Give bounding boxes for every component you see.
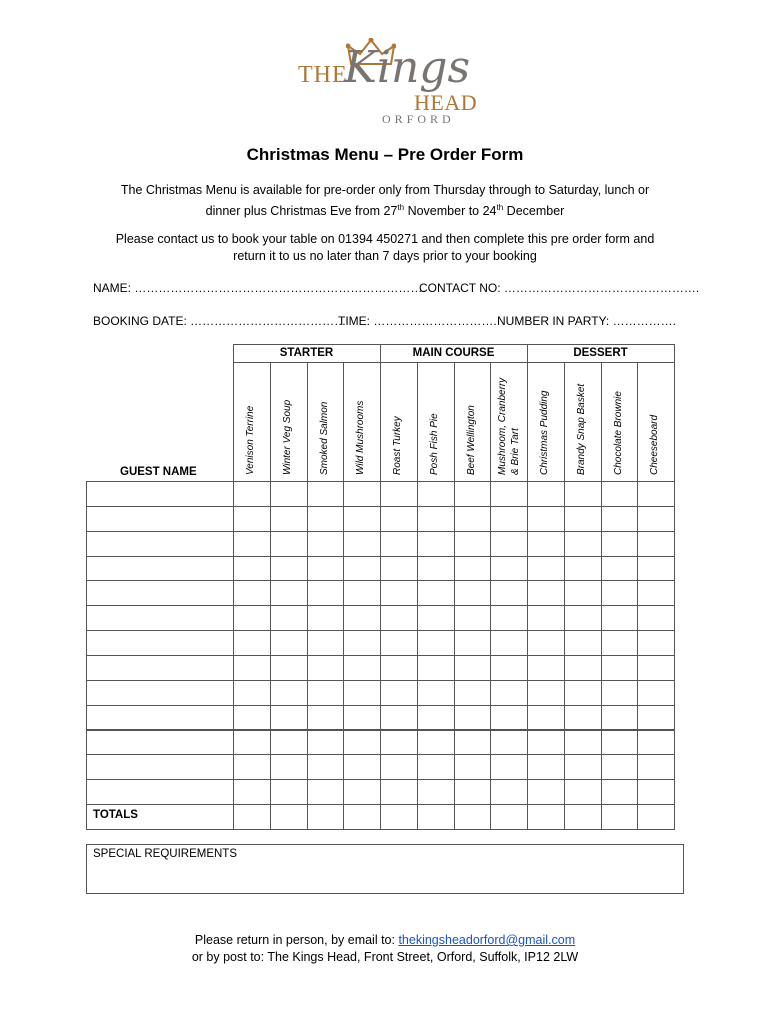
order-cell[interactable] [527,754,565,780]
order-cell[interactable] [527,630,565,656]
order-cell[interactable] [527,680,565,706]
order-cell[interactable] [343,481,381,507]
order-cell[interactable] [637,531,675,557]
order-cell[interactable] [307,605,345,631]
name-field[interactable]: NAME: ………………………………………………………………. [93,281,426,295]
order-cell[interactable] [380,630,418,656]
order-cell[interactable] [343,680,381,706]
order-cell[interactable] [343,580,381,606]
order-cell[interactable] [454,705,492,731]
order-cell[interactable] [417,804,455,830]
order-cell[interactable] [601,680,639,706]
order-cell[interactable] [564,531,602,557]
email-link[interactable]: thekingsheadorford@gmail.com [398,933,576,947]
guest-name-header: GUEST NAME [120,466,197,478]
order-cell[interactable] [454,506,492,532]
order-cell[interactable] [307,506,345,532]
order-cell[interactable] [637,630,675,656]
order-cell[interactable] [417,630,455,656]
order-cell[interactable] [527,506,565,532]
order-cell[interactable] [307,680,345,706]
guest-name-cell[interactable] [86,705,234,731]
order-cell[interactable] [233,506,271,532]
order-cell[interactable] [527,605,565,631]
item-label: Cheeseboard [649,414,661,475]
order-cell[interactable] [527,655,565,681]
order-cell[interactable] [343,754,381,780]
guest-name-cell[interactable] [86,754,234,780]
item-label: Brandy Snap Basket [575,383,587,475]
order-cell[interactable] [454,655,492,681]
order-cell[interactable] [417,580,455,606]
time-field[interactable]: TIME: …………………………. [338,314,497,328]
order-cell[interactable] [454,730,492,756]
order-cell[interactable] [417,730,455,756]
item-label-line-2: & Brie Tart [510,428,522,475]
order-cell[interactable] [601,556,639,582]
order-cell[interactable] [637,804,675,830]
order-cell[interactable] [307,655,345,681]
logo [296,40,476,128]
intro-paragraph [90,182,680,220]
intro-line-2: dinner plus Christmas Eve from 27th November to 24th December [205,203,565,219]
order-cell[interactable] [380,680,418,706]
order-cell[interactable] [417,556,455,582]
item-label: Christmas Pudding [539,390,550,475]
order-cell[interactable] [601,754,639,780]
order-cell[interactable] [307,754,345,780]
order-cell[interactable] [417,605,455,631]
group-label-main-course: MAIN COURSE [412,347,495,359]
order-cell[interactable] [527,531,565,557]
order-cell[interactable] [601,705,639,731]
order-cell[interactable] [343,655,381,681]
order-cell[interactable] [637,481,675,507]
order-cell[interactable] [380,705,418,731]
guest-name-cell[interactable] [86,779,234,805]
order-cell[interactable] [343,531,381,557]
special-requirements-box[interactable] [86,844,684,894]
order-cell[interactable] [343,630,381,656]
order-cell[interactable] [307,556,345,582]
order-cell[interactable] [233,754,271,780]
contact-field[interactable]: CONTACT NO: …………………………………………. [419,281,700,295]
order-cell[interactable] [490,481,528,507]
order-cell[interactable] [601,531,639,557]
order-cell[interactable] [233,605,271,631]
order-cell[interactable] [454,481,492,507]
guest-name-cell[interactable] [86,506,234,532]
order-cell[interactable] [564,804,602,830]
order-cell[interactable] [490,506,528,532]
order-cell[interactable] [637,655,675,681]
order-cell[interactable] [417,754,455,780]
order-cell[interactable] [270,605,308,631]
order-cell[interactable] [564,630,602,656]
order-cell[interactable] [490,531,528,557]
order-cell[interactable] [380,804,418,830]
guest-name-cell[interactable] [86,605,234,631]
order-cell[interactable] [490,730,528,756]
order-cell[interactable] [637,556,675,582]
item-label: Chocolate Brownie [612,391,624,475]
order-cell[interactable] [380,605,418,631]
order-cell[interactable] [601,730,639,756]
footer-line-1: Please return in person, by email to: thekingsheadorford@gmail.com [194,933,576,947]
guest-name-cell[interactable] [86,680,234,706]
order-cell[interactable] [343,730,381,756]
page-title: Christmas Menu – Pre Order Form [246,145,524,164]
logo-orford: ORFORD [382,112,455,126]
order-cell[interactable] [343,705,381,731]
order-cell[interactable] [490,804,528,830]
order-cell[interactable] [564,705,602,731]
order-cell[interactable] [270,655,308,681]
order-cell[interactable] [417,531,455,557]
logo-kings: Kings [344,42,471,93]
order-cell[interactable] [380,730,418,756]
guest-name-cell[interactable] [86,730,234,756]
order-cell[interactable] [490,680,528,706]
order-cell[interactable] [233,556,271,582]
order-cell[interactable] [564,680,602,706]
order-cell[interactable] [307,705,345,731]
order-cell[interactable] [454,531,492,557]
order-cell[interactable] [564,506,602,532]
order-cell[interactable] [417,779,455,805]
order-cell[interactable] [454,556,492,582]
order-cell[interactable] [233,804,271,830]
order-cell[interactable] [233,531,271,557]
order-cell[interactable] [307,580,345,606]
order-cell[interactable] [270,680,308,706]
order-cell[interactable] [527,481,565,507]
order-cell[interactable] [527,556,565,582]
order-cell[interactable] [637,580,675,606]
guest-name-cell[interactable] [86,655,234,681]
group-label-dessert: DESSERT [573,347,628,359]
order-cell[interactable] [490,605,528,631]
order-cell[interactable] [564,779,602,805]
order-cell[interactable] [307,779,345,805]
order-cell[interactable] [380,779,418,805]
order-cell[interactable] [233,481,271,507]
order-cell[interactable] [637,506,675,532]
item-label: Winter Veg Soup [281,399,293,475]
order-cell[interactable] [307,630,345,656]
order-cell[interactable] [417,481,455,507]
order-cell[interactable] [527,580,565,606]
order-cell[interactable] [307,531,345,557]
logo-head: HEAD [414,90,478,115]
order-cell[interactable] [564,754,602,780]
item-label: Wild Mushrooms [355,400,367,475]
order-cell[interactable] [637,680,675,706]
order-cell[interactable] [527,730,565,756]
order-cell[interactable] [343,556,381,582]
order-cell[interactable] [233,705,271,731]
guest-name-cell[interactable] [86,481,234,507]
order-cell[interactable] [564,580,602,606]
order-cell[interactable] [490,705,528,731]
order-cell[interactable] [490,556,528,582]
order-cell[interactable] [343,779,381,805]
order-cell[interactable] [601,804,639,830]
intro-line-1: The Christmas Menu is available for pre-order only from Thursday through to Saturday, lunch or [120,183,650,197]
order-cell[interactable] [417,655,455,681]
order-cell[interactable] [454,680,492,706]
order-cell[interactable] [270,804,308,830]
order-cell[interactable] [564,730,602,756]
guest-name-cell[interactable] [86,556,234,582]
order-cell[interactable] [380,655,418,681]
order-cell[interactable] [270,779,308,805]
order-cell[interactable] [380,531,418,557]
order-cell[interactable] [490,779,528,805]
order-cell[interactable] [454,580,492,606]
order-cell[interactable] [380,506,418,532]
guest-name-cell[interactable] [86,531,234,557]
order-cell[interactable] [343,804,381,830]
order-cell[interactable] [343,605,381,631]
order-cell[interactable] [270,705,308,731]
guest-name-cell[interactable] [86,630,234,656]
order-cell[interactable] [637,779,675,805]
order-cell[interactable] [454,630,492,656]
contact-line-1: Please contact us to book your table on 01394 450271 and then complete this pre order form and [115,232,655,246]
order-cell[interactable] [270,531,308,557]
order-cell[interactable] [233,630,271,656]
order-cell[interactable] [233,730,271,756]
order-cell[interactable] [564,605,602,631]
contact-paragraph [90,231,680,265]
order-cell[interactable] [233,680,271,706]
order-cell[interactable] [270,556,308,582]
order-cell[interactable] [564,556,602,582]
order-cell[interactable] [270,630,308,656]
order-cell[interactable] [233,655,271,681]
order-cell[interactable] [564,481,602,507]
order-cell[interactable] [454,779,492,805]
order-cell[interactable] [417,680,455,706]
order-cell[interactable] [601,506,639,532]
item-label: Posh Fish Pie [428,413,440,475]
order-cell[interactable] [601,481,639,507]
order-cell[interactable] [454,754,492,780]
booking-date-field[interactable]: BOOKING DATE: ………………………………… [93,314,347,328]
order-cell[interactable] [270,506,308,532]
guest-name-cell[interactable] [86,580,234,606]
order-cell[interactable] [637,605,675,631]
order-cell[interactable] [601,605,639,631]
order-cell[interactable] [307,481,345,507]
item-label: Beef Wellington [465,405,477,475]
order-cell[interactable] [270,481,308,507]
order-cell[interactable] [270,754,308,780]
totals-row-name-cell [86,804,234,830]
order-cell[interactable] [637,705,675,731]
order-cell[interactable] [380,580,418,606]
order-cell[interactable] [637,730,675,756]
order-cell[interactable] [490,754,528,780]
footer-line-2: or by post to: The Kings Head, Front Street, Orford, Suffolk, IP12 2LW [191,950,579,964]
order-cell[interactable] [343,506,381,532]
order-cell[interactable] [637,754,675,780]
logo-the: THE [298,62,348,88]
order-cell[interactable] [380,556,418,582]
order-cell[interactable] [490,655,528,681]
item-label: Mushroom, Cranberry [497,377,509,475]
order-cell[interactable] [380,481,418,507]
order-cell[interactable] [270,730,308,756]
party-size-field[interactable]: NUMBER IN PARTY: ……………. [497,314,676,328]
special-requirements-label: SPECIAL REQUIREMENTS [93,848,237,860]
order-cell[interactable] [417,705,455,731]
order-cell[interactable] [233,580,271,606]
item-label: Venison Terrine [245,405,256,475]
item-label: Smoked Salmon [318,401,330,475]
order-cell[interactable] [527,705,565,731]
totals-label: TOTALS [93,809,138,821]
order-cell[interactable] [270,580,308,606]
order-cell[interactable] [307,804,345,830]
order-cell[interactable] [417,506,455,532]
order-cell[interactable] [490,630,528,656]
order-cell[interactable] [307,730,345,756]
order-cell[interactable] [233,779,271,805]
contact-line-2: return it to us no later than 7 days prior to your booking [233,249,537,263]
order-cell[interactable] [601,779,639,805]
order-cell[interactable] [454,804,492,830]
item-label: Roast Turkey [392,416,403,475]
order-cell[interactable] [601,655,639,681]
order-cell[interactable] [380,754,418,780]
order-cell[interactable] [601,580,639,606]
order-cell[interactable] [601,630,639,656]
order-cell[interactable] [454,605,492,631]
order-cell[interactable] [490,580,528,606]
group-label-starter: STARTER [279,347,334,359]
order-cell[interactable] [527,804,565,830]
order-cell[interactable] [527,779,565,805]
order-cell[interactable] [564,655,602,681]
